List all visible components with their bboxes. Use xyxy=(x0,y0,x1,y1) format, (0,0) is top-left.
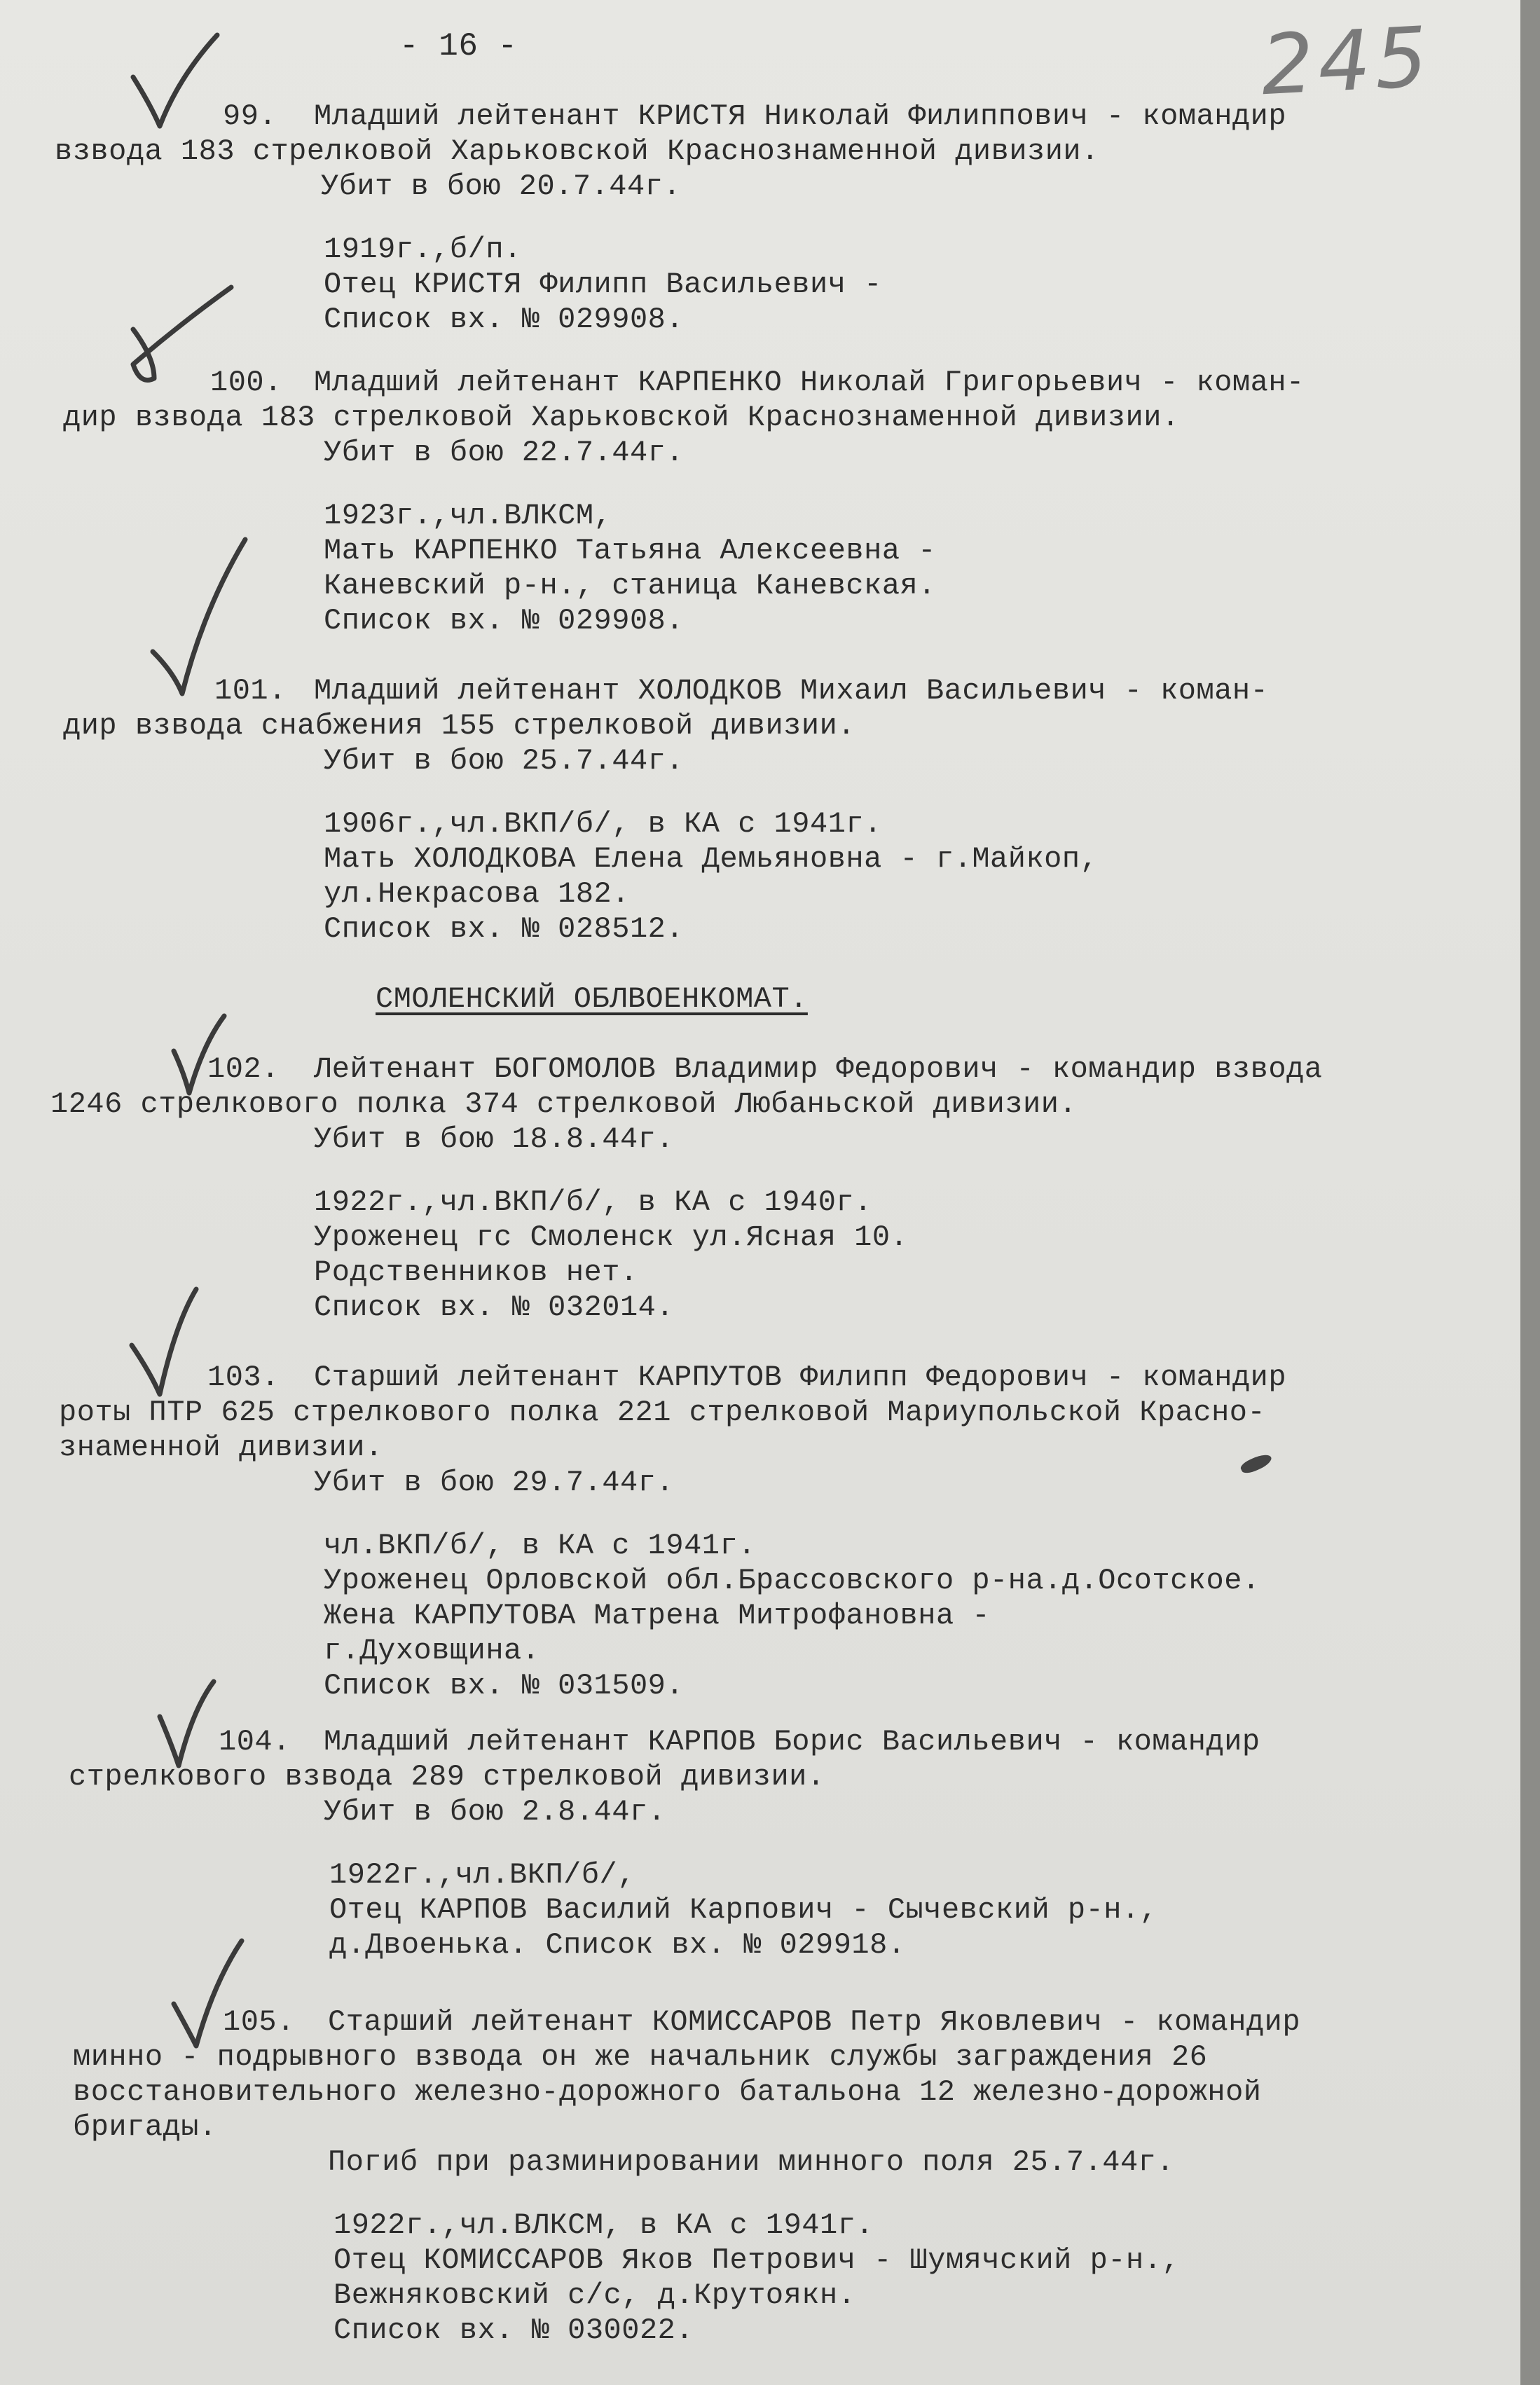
entry-103-detail-1: чл.ВКП/б/, в КА с 1941г. xyxy=(324,1529,756,1562)
entry-104-line-3: Убит в бою 2.8.44г. xyxy=(324,1795,666,1829)
entry-105-line-1: Старший лейтенант КОМИССАРОВ Петр Яковлевич - командир xyxy=(328,2005,1301,2039)
entry-103-detail-3: Жена КАРПУТОВА Матрена Митрофановна - xyxy=(324,1599,991,1633)
entry-99-detail-2: Отец КРИСТЯ Филипп Васильевич - xyxy=(324,268,882,301)
entry-102-detail-4: Список вх. № 032014. xyxy=(314,1291,675,1324)
entry-99-line-3: Убит в бою 20.7.44г. xyxy=(321,170,682,203)
entry-103-line-1: Старший лейтенант КАРПУТОВ Филипп Федорович - командир xyxy=(314,1361,1287,1394)
entry-105-detail-3: Вежняковский с/с, д.Крутоякн. xyxy=(334,2279,856,2312)
entry-105-line-4: бригады. xyxy=(73,2110,217,2144)
entry-100-detail-1: 1923г.,чл.ВЛКСМ, xyxy=(324,499,612,532)
entry-99-detail-3: Список вх. № 029908. xyxy=(324,303,685,336)
check-mark-icon xyxy=(140,532,252,701)
entry-103-line-4: Убит в бою 29.7.44г. xyxy=(314,1466,675,1499)
entry-102-number: 102. xyxy=(207,1052,280,1086)
entry-103-detail-4: г.Духовщина. xyxy=(324,1634,540,1668)
entry-103-line-2: роты ПТР 625 стрелкового полка 221 стрелковой Мариупольской Красно- xyxy=(59,1396,1266,1429)
entry-104-line-2: стрелкового взвода 289 стрелковой дивизии. xyxy=(69,1760,825,1794)
entry-102-line-2: 1246 стрелкового полка 374 стрелковой Любаньской дивизии. xyxy=(50,1087,1078,1121)
entry-104-detail-1: 1922г.,чл.ВКП/б/, xyxy=(329,1858,635,1892)
entry-100-detail-4: Список вх. № 029908. xyxy=(324,604,685,638)
entry-101-line-2: дир взвода снабжения 155 стрелковой дивизии. xyxy=(63,709,855,743)
entry-105-detail-2: Отец КОМИССАРОВ Яков Петрович - Шумячский р-н., xyxy=(334,2243,1181,2277)
entry-103-detail-2: Уроженец Орловской обл.Брассовского р-на.д.Осотское. xyxy=(324,1564,1260,1597)
entry-100-line-3: Убит в бою 22.7.44г. xyxy=(324,436,685,469)
entry-104-detail-2: Отец КАРПОВ Василий Карпович - Сычевский р-н., xyxy=(329,1893,1158,1927)
entry-99-number: 99. xyxy=(223,99,277,133)
entry-103-line-3: знаменной дивизии. xyxy=(59,1431,383,1464)
entry-102-detail-3: Родственников нет. xyxy=(314,1256,638,1289)
entry-100-detail-3: Каневский р-н., станица Каневская. xyxy=(324,569,936,603)
section-heading: СМОЛЕНСКИЙ ОБЛВОЕНКОМАТ. xyxy=(376,982,808,1016)
entry-100-detail-2: Мать КАРПЕНКО Татьяна Алексеевна - xyxy=(324,534,936,568)
entry-100-line-2: дир взвода 183 стрелковой Харьковской Краснознаменной дивизии. xyxy=(63,401,1180,434)
entry-105-line-2: минно - подрывного взвода он же начальник службы заграждения 26 xyxy=(73,2040,1208,2074)
entry-101-number: 101. xyxy=(214,674,287,708)
check-mark-icon xyxy=(119,280,238,392)
entry-105-line-3: восстановительного железно-дорожного батальона 12 железно-дорожной xyxy=(73,2075,1262,2109)
entry-105-death: Погиб при разминировании минного поля 25.7.44г. xyxy=(328,2145,1175,2179)
entry-105-detail-1: 1922г.,чл.ВЛКСМ, в КА с 1941г. xyxy=(334,2208,874,2242)
page-number: - 16 - xyxy=(399,28,518,64)
check-mark-icon xyxy=(161,1934,252,2053)
check-mark-icon xyxy=(119,28,224,133)
entry-100-line-1: Младший лейтенант КАРПЕНКО Николай Григорьевич - коман- xyxy=(314,366,1305,399)
entry-101-line-1: Младший лейтенант ХОЛОДКОВ Михаил Васильевич - коман- xyxy=(314,674,1269,708)
check-mark-icon xyxy=(161,1009,238,1100)
entry-104-line-1: Младший лейтенант КАРПОВ Борис Васильевич - командир xyxy=(324,1725,1260,1759)
entry-105-detail-4: Список вх. № 030022. xyxy=(334,2314,694,2347)
entry-102-detail-2: Уроженец гс Смоленск ул.Ясная 10. xyxy=(314,1221,909,1254)
check-mark-icon xyxy=(147,1675,224,1773)
entry-101-detail-3: ул.Некрасова 182. xyxy=(324,877,630,911)
entry-100-number: 100. xyxy=(210,366,282,399)
entry-101-line-3: Убит в бою 25.7.44г. xyxy=(324,744,685,778)
entry-103-number: 103. xyxy=(207,1361,280,1394)
archive-number: 245 xyxy=(1258,8,1434,114)
entry-103-detail-5: Список вх. № 031509. xyxy=(324,1669,685,1703)
entry-99-detail-1: 1919г.,б/п. xyxy=(324,233,522,266)
entry-101-detail-2: Мать ХОЛОДКОВА Елена Демьяновна - г.Майкоп, xyxy=(324,842,1099,876)
entry-102-line-3: Убит в бою 18.8.44г. xyxy=(314,1122,675,1156)
entry-102-detail-1: 1922г.,чл.ВКП/б/, в КА с 1940г. xyxy=(314,1185,872,1219)
check-mark-icon xyxy=(119,1282,210,1401)
entry-104-number: 104. xyxy=(219,1725,291,1759)
entry-101-detail-1: 1906г.,чл.ВКП/б/, в КА с 1941г. xyxy=(324,807,882,841)
entry-99-line-2: взвода 183 стрелковой Харьковской Краснознаменной дивизии. xyxy=(55,135,1099,168)
entry-99-line-1: Младший лейтенант КРИСТЯ Николай Филиппович - командир xyxy=(314,99,1287,133)
entry-105-number: 105. xyxy=(223,2005,295,2039)
page-edge xyxy=(1520,0,1540,2385)
entry-102-line-1: Лейтенант БОГОМОЛОВ Владимир Федорович - командир взвода xyxy=(314,1052,1323,1086)
entry-104-detail-3: д.Двоенька. Список вх. № 029918. xyxy=(329,1928,906,1962)
entry-101-detail-4: Список вх. № 028512. xyxy=(324,912,685,946)
